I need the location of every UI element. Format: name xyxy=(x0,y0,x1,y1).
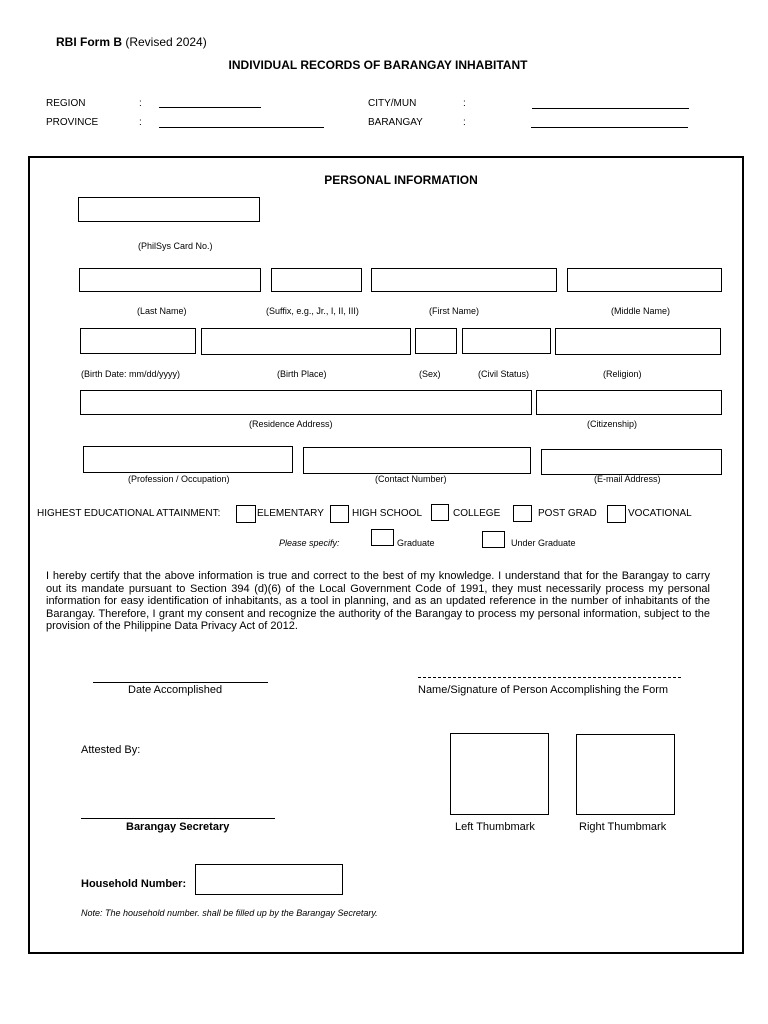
vocational-checkbox[interactable] xyxy=(607,505,626,523)
region-field[interactable] xyxy=(159,107,261,108)
civil-status-caption: (Civil Status) xyxy=(478,369,530,379)
form-revision: (Revised 2024) xyxy=(125,35,207,49)
city-label: CITY/MUN xyxy=(368,98,417,109)
email-caption: (E-mail Address) xyxy=(594,474,661,484)
religion-caption: (Religion) xyxy=(603,369,642,379)
household-note: Note: The household number. shall be filled up by the Barangay Secretary. xyxy=(81,908,378,918)
province-label: PROVINCE xyxy=(46,117,99,128)
philsys-caption: (PhilSys Card No.) xyxy=(138,241,213,251)
right-thumbmark-box[interactable] xyxy=(576,734,675,815)
elementary-checkbox[interactable] xyxy=(236,505,256,523)
vocational-label: VOCATIONAL xyxy=(628,508,692,519)
profession-input[interactable] xyxy=(83,446,293,473)
barangay-colon: : xyxy=(463,117,466,128)
date-accomplished-label: Date Accomplished xyxy=(128,684,223,696)
elementary-label: ELEMENTARY xyxy=(257,508,324,519)
birth-place-caption: (Birth Place) xyxy=(277,369,327,379)
suffix-caption: (Suffix, e.g., Jr., I, II, III) xyxy=(266,306,359,316)
city-colon: : xyxy=(463,98,466,109)
sex-caption: (Sex) xyxy=(419,369,441,379)
form-code xyxy=(56,35,207,49)
barangay-field[interactable] xyxy=(531,127,688,128)
last-name-caption: (Last Name) xyxy=(137,306,187,316)
barangay-label: BARANGAY xyxy=(368,117,423,128)
secretary-label: Barangay Secretary xyxy=(126,821,230,833)
left-thumbmark-box[interactable] xyxy=(450,733,549,815)
contact-caption: (Contact Number) xyxy=(375,474,447,484)
contact-input[interactable] xyxy=(303,447,531,474)
sex-input[interactable] xyxy=(415,328,457,354)
attested-by-label: Attested By: xyxy=(81,744,141,756)
graduate-label: Graduate xyxy=(397,538,435,548)
profession-caption: (Profession / Occupation) xyxy=(128,474,230,484)
form-code-label: RBI Form B xyxy=(56,35,122,49)
section-title: PERSONAL INFORMATION xyxy=(324,173,478,187)
college-label: COLLEGE xyxy=(453,508,501,519)
citizenship-caption: (Citizenship) xyxy=(587,419,638,429)
citizenship-input[interactable] xyxy=(536,390,722,415)
civil-status-input[interactable] xyxy=(462,328,551,354)
signature-line[interactable] xyxy=(418,677,681,678)
high-school-checkbox[interactable] xyxy=(330,505,349,523)
first-name-input[interactable] xyxy=(371,268,557,292)
region-label: REGION xyxy=(46,98,86,109)
household-number-input[interactable] xyxy=(195,864,343,895)
first-name-caption: (First Name) xyxy=(429,306,479,316)
form-title: INDIVIDUAL RECORDS OF BARANGAY INHABITANT xyxy=(228,58,528,72)
undergraduate-label: Under Graduate xyxy=(511,538,576,548)
middle-name-input[interactable] xyxy=(567,268,722,292)
suffix-input[interactable] xyxy=(271,268,362,292)
consent-paragraph: I hereby certify that the above information is true and correct to the best of my knowledge. I understand that for the Barangay to carry out its mandate pursuant to Section 394 (d)(6) of the Local Government Code of 1991, they must necessarily process my personal information for easy identification of inhabitants, as a tool in planning, and as an updated reference in the number of inhabitants of the Barangay. Therefore, I grant my consent and recognize the authority of the Barangay to process my personal information, subject to the provision of the Philippine Data Privacy Act of 2012. xyxy=(46,570,710,633)
residence-input[interactable] xyxy=(80,390,532,415)
post-grad-label: POST GRAD xyxy=(538,508,597,519)
college-checkbox[interactable] xyxy=(431,504,449,521)
province-colon: : xyxy=(139,117,142,128)
region-colon: : xyxy=(139,98,142,109)
residence-caption: (Residence Address) xyxy=(249,419,333,429)
left-thumbmark-label: Left Thumbmark xyxy=(455,821,535,833)
city-field[interactable] xyxy=(532,108,689,109)
secretary-line[interactable] xyxy=(81,818,275,819)
religion-input[interactable] xyxy=(555,328,721,355)
signature-label: Name/Signature of Person Accomplishing the Form xyxy=(418,684,669,696)
birth-place-input[interactable] xyxy=(201,328,411,355)
graduate-checkbox[interactable] xyxy=(371,529,394,546)
household-label: Household Number: xyxy=(81,878,187,890)
high-school-label: HIGH SCHOOL xyxy=(352,508,423,519)
middle-name-caption: (Middle Name) xyxy=(611,306,671,316)
post-grad-checkbox[interactable] xyxy=(513,505,532,522)
specify-label: Please specify: xyxy=(279,538,340,548)
undergraduate-checkbox[interactable] xyxy=(482,531,505,548)
education-label: HIGHEST EDUCATIONAL ATTAINMENT: xyxy=(37,508,221,519)
right-thumbmark-label: Right Thumbmark xyxy=(579,821,667,833)
email-input[interactable] xyxy=(541,449,722,475)
date-accomplished-line[interactable] xyxy=(93,682,268,683)
birth-date-input[interactable] xyxy=(80,328,196,354)
philsys-input[interactable] xyxy=(78,197,260,222)
birth-date-caption: (Birth Date: mm/dd/yyyy) xyxy=(81,369,181,379)
province-field[interactable] xyxy=(159,127,324,128)
last-name-input[interactable] xyxy=(79,268,261,292)
